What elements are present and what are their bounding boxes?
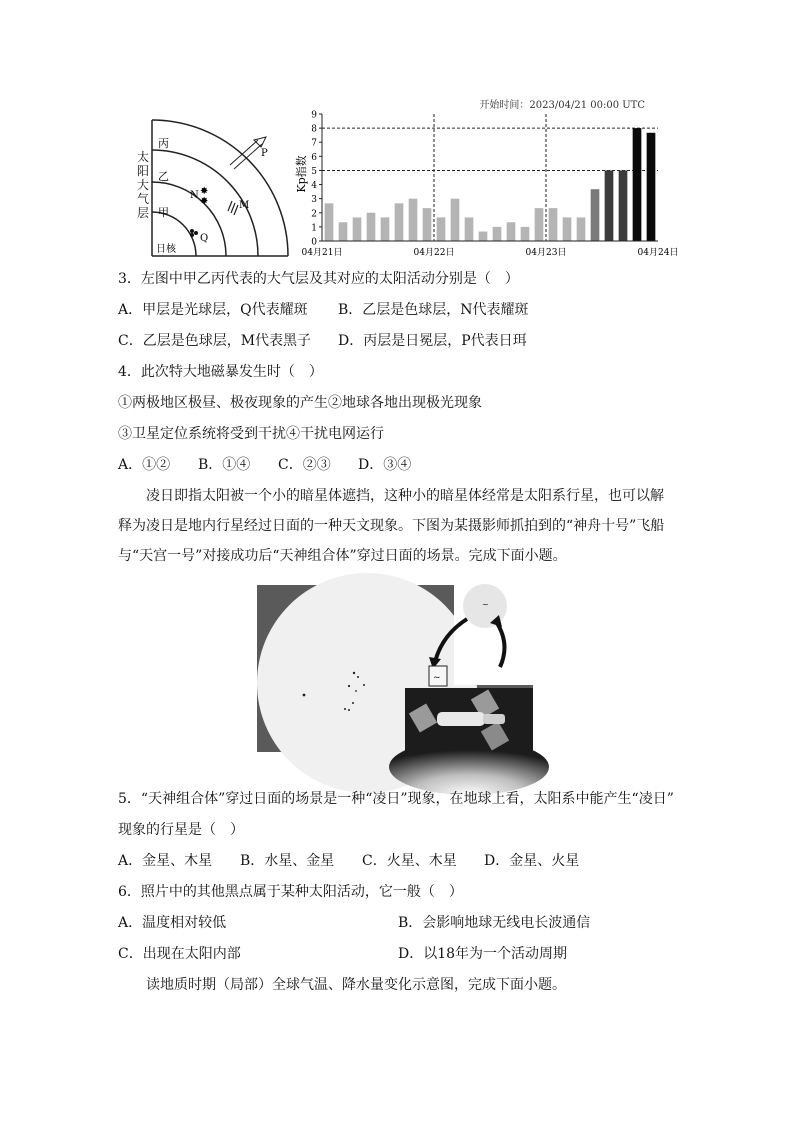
- y-tick-label: 6: [311, 152, 317, 163]
- y-tick-label: 5: [311, 166, 317, 177]
- q6-option-d: D．以18年为一个活动周期: [398, 946, 568, 962]
- q4-option-c: C．②③: [278, 457, 331, 473]
- layer-jia: 甲: [158, 206, 169, 219]
- y-tick-label: 1: [311, 223, 317, 234]
- svg-text:~: ~: [482, 600, 489, 609]
- kp-bar: [605, 170, 614, 241]
- kp-bar: [451, 199, 460, 241]
- layer-yi: 乙: [158, 170, 169, 183]
- kp-bar: [325, 203, 334, 241]
- kp-bar: [395, 203, 404, 241]
- q4-stem: 4．此次特大地磁暴发生时（ ）: [118, 364, 323, 380]
- prominence-icon: [228, 201, 238, 215]
- q5-option-a: A．金星、木星: [118, 853, 213, 869]
- kp-bar: [549, 208, 558, 241]
- kp-bar: [521, 227, 530, 241]
- q4-option-d: D．③④: [358, 457, 412, 473]
- q5-stem-line1: 5．“天神组合体”穿过日面的场景是一种“凌日”现象，在地球上看，太阳系中能产生“凌日”: [118, 791, 674, 807]
- kp-bar: [591, 189, 600, 241]
- q3-option-d: D．丙层是日冕层，P代表日珥: [338, 333, 527, 349]
- y-tick-label: 2: [311, 209, 317, 220]
- kp-bar: [563, 217, 572, 241]
- kp-bar: [577, 217, 586, 241]
- x-tick-label: 04月23日: [525, 248, 567, 258]
- kp-bar: [409, 199, 418, 241]
- transit-passage: 凌日即指太阳被一个小的暗星体遮挡，这种小的暗星体经常是太阳系行星，也可以解释为凌日是地内行星经过日面的一种天文现象。下图为某摄影师抓拍到的“神舟十号”飞船与“天宫一号”对接成功后“天神组合体”穿过日面的场景。完成下面小题。: [118, 488, 665, 564]
- x-tick-label: 04月21日: [301, 248, 343, 258]
- q4-option-a: A．①②: [118, 457, 171, 473]
- q5-option-c: C．火星、木星: [362, 853, 457, 869]
- kp-bar: [465, 217, 474, 241]
- closing-instruction: 读地质时期（局部）全球气温、降水量变化示意图，完成下面小题。: [146, 977, 566, 993]
- q5-option-d: D．金星、火星: [484, 853, 580, 869]
- marker-m: M: [239, 200, 250, 211]
- y-tick-label: 9: [311, 110, 317, 121]
- q3-stem: 3．左图中甲乙丙代表的大气层及其对应的太阳活动分别是（ ）: [118, 271, 519, 287]
- y-tick-label: 0: [311, 237, 317, 248]
- q6-option-a: A．温度相对较低: [118, 915, 227, 931]
- y-tick-label: 3: [311, 195, 317, 206]
- layer-bing: 丙: [158, 137, 169, 150]
- solar-transit-photo: [257, 585, 533, 767]
- marker-q: Q: [200, 233, 209, 244]
- q3-option-c: C．乙层是色球层，M代表黑子: [118, 333, 312, 349]
- solar-atmosphere-diagram: [130, 110, 300, 260]
- y-tick-label: 7: [311, 138, 317, 149]
- kp-bar: [633, 128, 642, 241]
- q6-stem: 6．照片中的其他黑点属于某种太阳活动，它一般（ ）: [118, 884, 463, 900]
- kp-bar: [367, 213, 376, 241]
- q4-option-b: B．①④: [198, 457, 251, 473]
- outer-arc: [152, 120, 288, 256]
- flare-icon: ✸: [200, 186, 209, 197]
- kp-bar: [339, 222, 348, 241]
- kp-bar: [493, 227, 502, 241]
- marker-p: P: [261, 148, 268, 159]
- q6-option-b: B．会影响地球无线电长波通信: [398, 915, 591, 931]
- marker-n: N: [190, 190, 199, 201]
- q3-option-b: B．乙层是色球层，N代表耀斑: [338, 302, 529, 318]
- kp-index-chart: [288, 94, 679, 262]
- kp-bar: [619, 170, 628, 241]
- y-tick-label: 4: [311, 181, 317, 192]
- chart-title: 开始时间：2023/04/21 00:00 UTC: [479, 100, 645, 111]
- kp-bar: [437, 217, 446, 241]
- q4-item-1: ①两极地区极昼、极夜现象的产生②地球各地出现极光现象: [118, 395, 482, 411]
- kp-bar: [479, 232, 488, 241]
- q5-option-b: B．水星、金星: [240, 853, 335, 869]
- x-tick-label: 04月24日: [637, 248, 679, 258]
- q5-stem-line2: 现象的行星是（ ）: [118, 822, 244, 838]
- flare-icon-2: ✸: [200, 196, 209, 207]
- kp-bar: [381, 217, 390, 241]
- y-tick-label: 8: [311, 124, 317, 135]
- x-tick-label: 04月22日: [413, 248, 455, 258]
- q3-option-a: A．甲层是光球层，Q代表耀斑: [118, 302, 308, 318]
- kp-bar: [507, 222, 516, 241]
- kp-bar: [353, 217, 362, 241]
- kp-bar: [423, 208, 432, 241]
- q6-option-c: C．出现在太阳内部: [118, 946, 241, 962]
- layer-core: 日核: [156, 244, 176, 255]
- q4-item-2: ③卫星定位系统将受到干扰④干扰电网运行: [118, 426, 384, 442]
- y-axis-label: Kp指数: [295, 155, 308, 193]
- svg-text:~: ~: [433, 673, 441, 683]
- side-label: 太阳大气层: [136, 150, 149, 220]
- kp-bar: [535, 208, 544, 241]
- kp-bar: [647, 133, 656, 241]
